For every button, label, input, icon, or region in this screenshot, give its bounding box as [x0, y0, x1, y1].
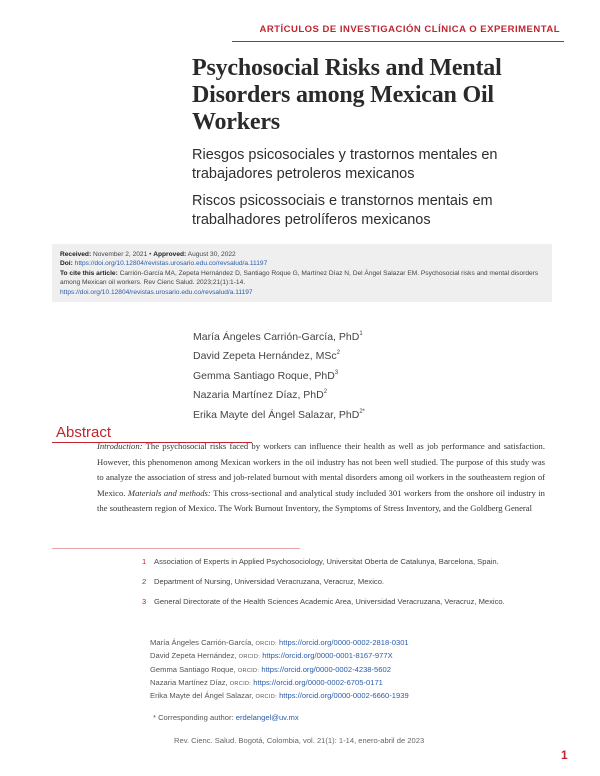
- orcid-entry: María Ángeles Carrión-García, ORCID: https://orcid.org/0000-0002-2818-0301: [150, 638, 409, 647]
- cite-link[interactable]: https://doi.org/10.12804/revistas.urosario.edu.co/revsalud/a.11197: [60, 288, 253, 296]
- received-label: Received:: [60, 251, 92, 258]
- corresponding-label: * Corresponding author:: [153, 713, 234, 722]
- article-title-portuguese: Riscos psicossociais e transtornos mentais em trabalhadores petrolíferos mexicanos: [192, 193, 493, 228]
- methods-label: Materials and methods:: [127, 487, 211, 498]
- author: David Zepeta Hernández, MSc$^2$: [193, 350, 340, 363]
- author-affiliation-mark: 1: [359, 331, 363, 337]
- author-affiliation-mark: 2: [336, 350, 340, 357]
- author-affiliation-mark: 3: [334, 369, 339, 376]
- author: María Ángeles Carrión-García, PhD$^1$: [193, 331, 363, 343]
- affiliation: 1 Association of Experts in Applied Psychosociology, Universitat Oberta de Catalunya, Barcelona, Spain.: [142, 557, 499, 566]
- author-affiliation-mark: 2: [323, 389, 328, 396]
- received-date: November 2, 2021: [93, 251, 148, 258]
- orcid-link[interactable]: https://orcid.org/0000-0001-8167-977X: [262, 651, 393, 661]
- orcid-link[interactable]: https://orcid.org/0000-0002-6660-1939: [279, 691, 409, 701]
- orcid-entry: David Zepeta Hernández, ORCID: https://orcid.org/0000-0001-8167-977X: [150, 651, 393, 661]
- orcid-link[interactable]: https://orcid.org/0000-0002-6705-0171: [253, 677, 383, 687]
- affiliation: 2 Department of Nursing, Universidad Veracruzana, Veracruz, Mexico.: [142, 577, 385, 586]
- doi-label: Doi:: [60, 260, 73, 268]
- cite-text: Carrión-García MA, Zepeta Hernández D, Santiago Roque G, Martínez Díaz N, Del Ángel Salazar EM. Psychosocial risks and mental disorders among Mexican oil workers. Rev Cienc Salud. 2023;21(1):1-14.: [60, 269, 539, 287]
- cite-line: [60, 269, 545, 288]
- approved-date: August 30, 2022: [187, 251, 236, 258]
- abstract-heading: Abstract: [56, 424, 112, 441]
- journal-citation-footer: Rev. Cienc. Salud. Bogotá, Colombia, vol. 21(1): 1-14, enero-abril de 2023: [174, 736, 425, 745]
- author-list: [193, 325, 365, 422]
- author: Erika Mayte del Ángel Salazar, PhD$^{2*}$: [193, 408, 366, 421]
- header-rule: [232, 41, 564, 42]
- doi-line: [60, 259, 545, 268]
- corresponding-email[interactable]: erdelangel@uv.mx: [235, 713, 299, 722]
- introduction-label: Introduction:: [97, 441, 143, 451]
- dates-line: Received: November 2, 2021 • Approved: August 30, 2022: [60, 251, 236, 258]
- orcid-entry: Gemma Santiago Roque, ORCID: https://orcid.org/0000-0002-4238-5602: [150, 664, 391, 674]
- orcid-link[interactable]: https://orcid.org/0000-0002-4238-5602: [261, 664, 391, 674]
- footnote-rule: [52, 548, 300, 549]
- approved-label: Approved:: [153, 251, 187, 258]
- author: Nazaria Martínez Díaz, PhD$^2$: [193, 389, 328, 402]
- author-affiliation-mark: 2*: [359, 408, 366, 415]
- article-metadata: [60, 250, 545, 297]
- introduction-text: The psychosocial risks faced by workers can influence their health as well as job performance and satisfaction. However, this phenomenon among Mexican workers in the oil industry has not been well studied. The purpose of this study was to analyze the association of stress and job-related burnout with mental disorders among oil workers in the southeastern region of Mexico.: [97, 441, 545, 498]
- affiliation: 3 General Directorate of the Health Sciences Academic Area, Universidad Veracruzana, Veracruz, Mexico.: [142, 597, 505, 606]
- methods-text: This cross-sectional and analytical study included 301 workers from the onshore oil industry in the southeastern region of Mexico. The Work Burnout Inventory, the Symptoms of Stress Inventory, and the Goldberg General: [97, 487, 545, 514]
- section-label: ARTÍCULOS DE INVESTIGACIÓN CLÍNICA O EXPERIMENTAL: [259, 24, 560, 35]
- doi-link[interactable]: https://doi.org/10.12804/revistas.urosario.edu.co/revsalud/a.11197: [74, 260, 268, 268]
- abstract-text: [97, 439, 545, 517]
- orcid-link[interactable]: https://orcid.org/0000-0002-2818-0301: [279, 638, 409, 647]
- corresponding-author: [153, 713, 299, 722]
- cite-label: To cite this article:: [60, 269, 118, 277]
- affiliation-list: [142, 556, 542, 616]
- article-title: Psychosocial Risks and Mental Disorders among Mexican Oil Workers: [192, 55, 502, 135]
- page-number: 1: [561, 748, 568, 762]
- orcid-list: [150, 637, 550, 703]
- author: Gemma Santiago Roque, PhD$^3$: [193, 369, 339, 382]
- orcid-entry: Erika Mayte del Ángel Salazar, ORCID: https://orcid.org/0000-0002-6660-1939: [150, 691, 409, 701]
- orcid-entry: Nazaria Martínez Díaz, ORCID: https://orcid.org/0000-0002-6705-0171: [150, 677, 383, 687]
- article-title-spanish: Riesgos psicosociales y trastornos mentales en trabajadores petroleros mexicanos: [192, 147, 498, 182]
